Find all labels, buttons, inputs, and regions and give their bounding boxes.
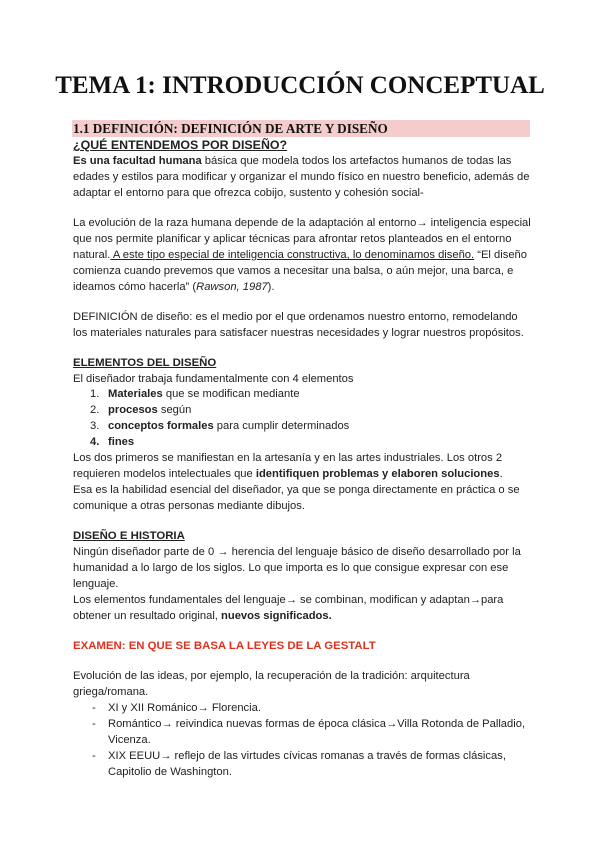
bullet-item: Vicenza. [108, 734, 151, 746]
paragraph-line: lenguaje. [73, 578, 119, 590]
paragraph-line: los materiales naturales para satisfacer nuestras necesidades y lograr nuestros propósitos. [73, 327, 524, 339]
bullet-dash: - [92, 718, 96, 730]
paragraph-line: humanidad a lo largo de los siglos. Lo que importa es lo que consigue expresar con ese [73, 562, 509, 574]
list-number: 2. [90, 404, 100, 416]
paragraph-line: Es una facultad humana básica que modela todos los artefactos humanos de todas las [73, 155, 512, 167]
paragraph-line: que nos permite planificar y aplicar técnicas para afrontar retos planteados en el entorno [73, 233, 512, 245]
section-heading: 1.1 DEFINICIÓN: DEFINICIÓN DE ARTE Y DISEÑO [73, 121, 388, 136]
paragraph-line: Ningún diseñador parte de 0 → herencia del lenguaje básico de diseño desarrollado por la [73, 546, 521, 558]
list-number: 1. [90, 388, 100, 400]
exam-note: EXAMEN: EN QUE SE BASA LA LEYES DE LA GESTALT [73, 640, 376, 652]
paragraph-line: Evolución de las ideas, por ejemplo, la recuperación de la tradición: arquitectura [73, 670, 470, 682]
paragraph-line: natural. A este tipo especial de inteligencia constructiva, lo denominamos diseño. “El diseño [73, 249, 527, 261]
paragraph-line: edades y estilos para modificar y organizar el mundo físico en nuestro beneficio, además de [73, 171, 530, 183]
bullet-dash: - [92, 702, 96, 714]
list-number: 4. [90, 436, 100, 448]
list-item: conceptos formales para cumplir determinados [108, 420, 350, 432]
historia-heading: DISEÑO E HISTORIA [73, 530, 185, 542]
paragraph-line: DEFINICIÓN de diseño: es el medio por el que ordenamos nuestro entorno, remodelando [73, 311, 518, 323]
bullet-dash: - [92, 750, 96, 762]
paragraph-line: comunique a otras personas mediante dibujos. [73, 500, 305, 512]
paragraph-line: Esa es la habilidad esencial del diseñador, ya que se ponga directamente en práctica o se [73, 484, 520, 496]
bullet-item: Capitolio de Washington. [108, 766, 232, 778]
paragraph-line: griega/romana. [73, 686, 149, 698]
paragraph-line: requieren modelos intelectuales que identifiquen problemas y elaboren soluciones. [73, 468, 503, 480]
paragraph-line: ideamos cómo hacerla” (Rawson, 1987). [73, 281, 275, 293]
list-item: Materiales que se modifican mediante [108, 388, 300, 400]
question-heading: ¿QUÉ ENTENDEMOS POR DISEÑO? [73, 138, 288, 152]
elementos-heading: ELEMENTOS DEL DISEÑO [73, 357, 217, 369]
paragraph-line: El diseñador trabaja fundamentalmente con 4 elementos [73, 373, 354, 385]
list-number: 3. [90, 420, 100, 432]
paragraph-line: Los elementos fundamentales del lenguaje→ se combinan, modifican y adaptan→para [73, 594, 504, 606]
paragraph-line: Los dos primeros se manifiestan en la artesanía y en las artes industriales. Los otros 2 [73, 452, 503, 464]
list-item: fines [108, 436, 135, 448]
bullet-item: XIX EEUU→ reflejo de las virtudes cívicas romanas a través de formas clásicas, [108, 750, 506, 762]
paragraph-line: La evolución de la raza humana depende de la adaptación al entorno→ inteligencia especial [73, 217, 531, 229]
paragraph-line: comienza cuando prevemos que vamos a necesitar una balsa, o aún mejor, una barca, e [73, 265, 514, 277]
paragraph-line: obtener un resultado original, nuevos significados. [73, 610, 332, 622]
page-title: TEMA 1: INTRODUCCIÓN CONCEPTUAL [55, 72, 545, 99]
bullet-item: Romántico→ reivindica nuevas formas de época clásica→Villa Rotonda de Palladio, [108, 718, 526, 730]
paragraph-line: adaptar el entorno para que ofrezca cobijo, sustento y cohesión social- [73, 187, 424, 199]
bullet-item: XI y XII Románico→ Florencia. [108, 702, 261, 714]
list-item: procesos según [108, 404, 192, 416]
